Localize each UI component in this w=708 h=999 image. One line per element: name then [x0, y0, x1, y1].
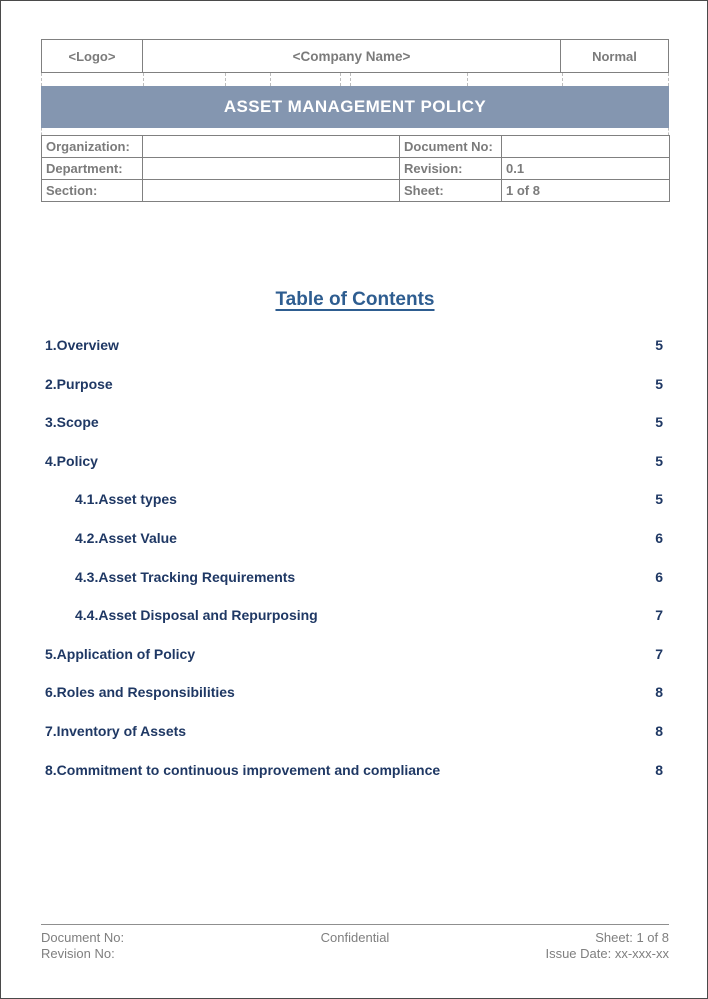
- toc-entry-page: 8: [655, 684, 663, 701]
- toc-entry-scope[interactable]: [45, 414, 665, 453]
- toc-entry-label: 4.Policy: [45, 452, 98, 469]
- toc-entry-asset-disposal[interactable]: [45, 607, 665, 646]
- info-row-department: [42, 158, 670, 180]
- toc-entry-label: 5.Application of Policy: [45, 645, 196, 662]
- document-no-value-field[interactable]: [502, 136, 670, 158]
- toc-entry-label: 1.Overview: [45, 337, 119, 353]
- toc-entry-page: 5: [655, 491, 663, 508]
- toc-entry-label: 6.Roles and Responsibilities: [45, 684, 235, 701]
- document-info-table: [41, 135, 670, 202]
- toc-entry-page: 5: [655, 375, 663, 392]
- toc-entry-page: 7: [655, 607, 663, 624]
- footer-divider: [41, 924, 669, 925]
- classification-cell: Normal: [592, 48, 637, 64]
- toc-entry-page: 5: [655, 452, 663, 469]
- toc-entry-application[interactable]: [45, 646, 665, 685]
- logo-placeholder-cell: <Logo>: [42, 40, 143, 72]
- gridline-tick: [340, 73, 341, 86]
- toc-entry-label: 4.2.Asset Value: [75, 529, 177, 546]
- toc-entry-page: 8: [655, 761, 663, 778]
- toc-entry-label: 2.Purpose: [45, 375, 113, 392]
- gridline-tick: [270, 73, 271, 86]
- toc-entry-page: 5: [655, 414, 663, 431]
- toc-entry-commitment[interactable]: [45, 762, 665, 801]
- info-row-organization: [42, 136, 670, 158]
- table-of-contents: [45, 337, 665, 800]
- toc-entry-overview[interactable]: [45, 337, 665, 376]
- toc-entry-label: 7.Inventory of Assets: [45, 722, 187, 739]
- toc-entry-label: 4.4.Asset Disposal and Repurposing: [75, 607, 318, 624]
- toc-entry-page: 8: [655, 722, 663, 739]
- toc-heading: Table of Contents: [275, 289, 435, 310]
- organization-label: Organization:: [42, 136, 143, 158]
- department-value-field[interactable]: [143, 158, 400, 180]
- organization-value-field[interactable]: [143, 136, 400, 158]
- document-no-label: Document No:: [400, 136, 502, 158]
- company-name-cell: <Company Name>: [143, 40, 561, 72]
- toc-entry-policy[interactable]: [45, 453, 665, 492]
- gridline-tick: [225, 73, 226, 86]
- page-footer: [41, 924, 669, 962]
- gridline-tick: [467, 73, 468, 86]
- section-value-field[interactable]: [143, 180, 400, 202]
- toc-entry-page: 5: [655, 337, 663, 353]
- footer-issue-date: Issue Date: xx-xxx-xx: [545, 946, 669, 961]
- sheet-value: 1 of 8: [502, 180, 670, 202]
- toc-entry-label: 8.Commitment to continuous improvement and compliance: [45, 761, 441, 778]
- toc-heading-wrap: [41, 289, 669, 311]
- toc-entry-asset-value[interactable]: [45, 530, 665, 569]
- footer-document-no: Document No:: [41, 930, 125, 945]
- gridline-tick: [350, 73, 351, 86]
- toc-entry-page: 7: [655, 645, 663, 662]
- footer-confidential: Confidential: [320, 930, 390, 945]
- document-title-banner: ASSET MANAGEMENT POLICY: [41, 86, 669, 128]
- footer-revision-no: Revision No:: [41, 946, 115, 961]
- department-label: Department:: [42, 158, 143, 180]
- toc-entry-asset-types[interactable]: [45, 491, 665, 530]
- info-row-section: [42, 180, 670, 202]
- section-label: Section:: [42, 180, 143, 202]
- gridline-tick: [562, 73, 563, 86]
- footer-sheet: Sheet: 1 of 8: [595, 930, 669, 945]
- gridline-tick: [143, 73, 144, 86]
- table-gridline-strip-bottom: [41, 128, 669, 135]
- sheet-label: Sheet:: [400, 180, 502, 202]
- document-header-table: [41, 39, 669, 73]
- toc-entry-page: 6: [655, 568, 663, 585]
- toc-entry-purpose[interactable]: [45, 376, 665, 415]
- revision-label: Revision:: [400, 158, 502, 180]
- toc-entry-asset-tracking[interactable]: [45, 569, 665, 608]
- toc-entry-label: 4.3.Asset Tracking Requirements: [75, 568, 296, 585]
- revision-value: 0.1: [502, 158, 670, 180]
- toc-entry-label: 4.1.Asset types: [75, 491, 177, 508]
- toc-entry-label: 3.Scope: [45, 414, 99, 431]
- toc-entry-page: 6: [655, 529, 663, 546]
- toc-entry-roles[interactable]: [45, 684, 665, 723]
- toc-entry-inventory[interactable]: [45, 723, 665, 762]
- table-gridline-strip-top: [41, 73, 669, 86]
